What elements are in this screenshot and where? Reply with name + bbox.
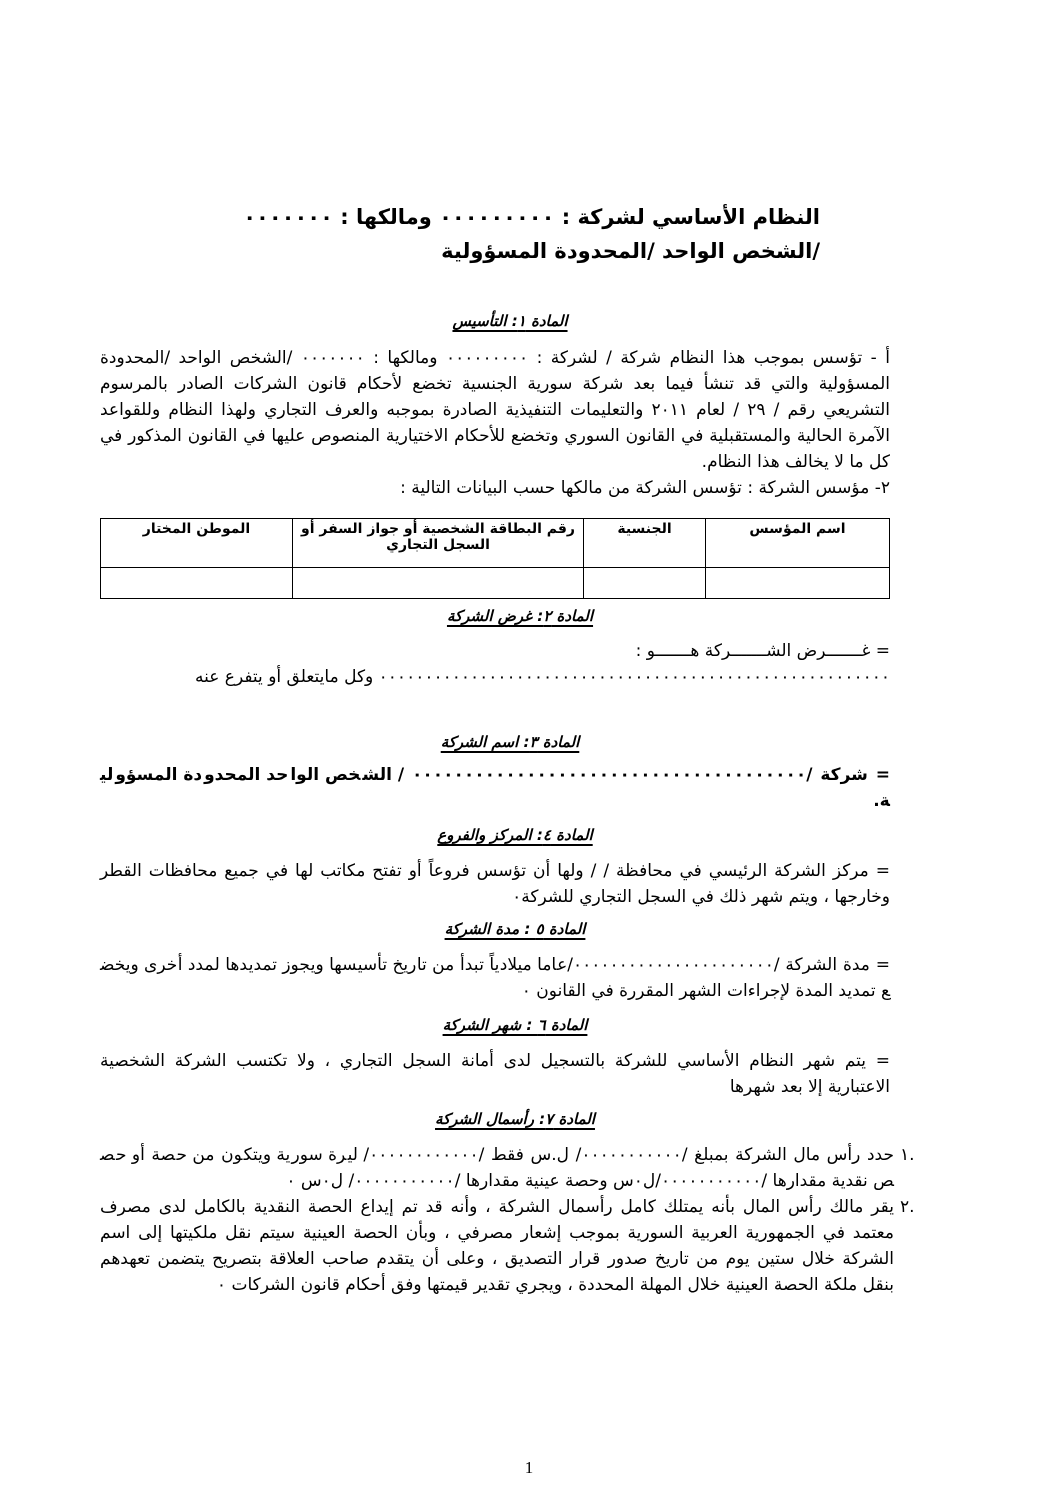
article-1-paragraph: أ - تؤسس بموجب هذا النظام شركة / لشركة : ٠٠٠٠٠٠٠٠٠ ومالكها : ٠٠٠٠٠٠٠ /الشخص الواحد /المحدودة المسؤولية والتي قد تنشأ فيما بعد شركة سورية الجنسية تخضع لأحكام قانون الشركات الصادر بالمرسوم التشريعي رقم / ٢٩ / لعام ٢٠١١ والتعليمات التنفيذية الصادرة بموجبه والعرف التجاري ولهذا النظام وللقواعد الآمرة الحالية والمستقبلية في القانون السوري وتخضع للأحكام الاختيارية المنصوص عليها في القانون المذكور في كل ما لا يخالف هذا النظام. bbox=[100, 348, 890, 472]
list-item bbox=[100, 1142, 930, 1194]
founders-table bbox=[100, 518, 890, 599]
list-item-text: يقر مالك رأس المال بأنه يمتلك كامل رأسمال الشركة ، وأنه قد تم إيداع الحصة النقدية بالكامل لدى مصرف معتمد في الجمهورية العربية السورية بموجب إشعار مصرفي ، وبأن الحصة العينية سيتم نقل ملكيتها إلى اسم الشركة خلال ستين يوم من تاريخ صدور قرار التصديق ، وعلى أن يتقدم صاحب العلاقة بتصريح يتضمن تعهدهم بنقل ملكة الحصة العينية خلال المهلة المحددة ، ويجري تقدير قيمتها وفق أحكام قانون الشركات ٠ bbox=[100, 1197, 894, 1295]
title-line-2: /الشخص الواحد /المحدودة المسؤولية bbox=[441, 239, 820, 263]
founders-cell[interactable] bbox=[101, 568, 293, 599]
page-number: 1 bbox=[524, 1458, 534, 1477]
article-6-heading: المادة ٦ : شهر الشركة bbox=[442, 1016, 588, 1034]
article-1-heading: المادة ١: التأسيس bbox=[452, 312, 568, 330]
founders-table-row bbox=[101, 568, 890, 599]
founders-cell[interactable] bbox=[706, 568, 890, 599]
article-3-heading: المادة ٣: اسم الشركة bbox=[440, 733, 580, 751]
founders-col-name: اسم المؤسس bbox=[706, 519, 890, 568]
title-line-1: النظام الأساسي لشركة : ٠٠٠٠٠٠٠٠٠ ومالكها : ٠٠٠٠٠٠٠ bbox=[243, 205, 820, 229]
article-2-body bbox=[100, 638, 890, 690]
founders-table-header-row bbox=[101, 519, 890, 568]
founders-col-id: رقم البطاقة الشخصية أو جواز السفر أو السجل التجاري bbox=[293, 519, 584, 568]
article-6-body: = يتم شهر النظام الأساسي للشركة بالتسجيل لدى أمانة السجل التجاري ، ولا تكتسب الشركة الشخصية الاعتبارية إلا بعد شهرها bbox=[100, 1051, 890, 1097]
article-2-line-2: ٠٠٠٠٠٠٠٠٠٠٠٠٠٠٠٠٠٠٠٠٠٠٠٠٠٠٠٠٠٠٠٠٠٠٠٠٠٠٠٠٠٠٠٠٠٠٠٠٠٠٠٠٠٠٠٠ وكل مايتعلق أو يتفرع عنه bbox=[195, 667, 890, 687]
list-item-number: .١ bbox=[900, 1145, 915, 1165]
article-7-list bbox=[100, 1142, 930, 1298]
document-title bbox=[180, 200, 820, 268]
list-item-number: .٢ bbox=[900, 1197, 915, 1217]
article-1-body bbox=[100, 345, 890, 501]
article-2-heading: المادة ٢: غرض الشركة bbox=[446, 607, 594, 625]
article-3-body: = شركة /٠٠٠٠٠٠٠٠٠٠٠٠٠٠٠٠٠٠٠٠٠٠٠٠٠٠٠٠٠٠٠٠٠٠٠٠٠٠ / الشخص الواحد المحدودة المسؤولية. bbox=[100, 765, 891, 811]
list-item-text: حدد رأس مال الشركة بمبلغ /٠٠٠٠٠٠٠٠٠٠٠/ ل.س فقط /٠٠٠٠٠٠٠٠٠٠٠٠/ ليرة سورية ويتكون من حصة أو حصص نقدية مقدارها /٠٠٠٠٠٠٠٠٠٠٠/ل٠س وحصة عينية مقدارها /٠٠٠٠٠٠٠٠٠٠٠/ ل٠س ٠ bbox=[100, 1145, 894, 1191]
article-7-heading: المادة ٧: رأسمال الشركة bbox=[435, 1110, 595, 1128]
founders-col-nationality: الجنسية bbox=[584, 519, 706, 568]
founders-col-domicile: الموطن المختار bbox=[101, 519, 293, 568]
article-4-heading: المادة ٤: المركز والفروع bbox=[437, 826, 593, 844]
article-4-body: = مركز الشركة الرئيسي في محافظة / / ولها أن تؤسس فروعاً أو تفتح مكاتب لها في جميع محافظات القطر وخارجها ، ويتم شهر ذلك في السجل التجاري للشركة٠ bbox=[100, 861, 890, 907]
list-item bbox=[100, 1194, 930, 1298]
article-5-body: = مدة الشركة /٠٠٠٠٠٠٠٠٠٠٠٠٠٠٠٠٠٠٠٠٠٠/عاما ميلادياً تبدأ من تاريخ تأسيسها ويجوز تمديدها لمدد أخرى ويخضع تمديد المدة لإجراءات الشهر المقررة في القانون ٠ bbox=[100, 955, 890, 1001]
article-2-line-1: = غـــــــرض الشـــــــركة هـــــــو : bbox=[635, 641, 890, 661]
founders-cell[interactable] bbox=[293, 568, 584, 599]
article-5-heading: المادة ٥ : مدة الشركة bbox=[444, 920, 586, 938]
article-1-founder-intro: ٢- مؤسس الشركة : تؤسس الشركة من مالكها حسب البيانات التالية : bbox=[400, 478, 890, 498]
founders-cell[interactable] bbox=[584, 568, 706, 599]
